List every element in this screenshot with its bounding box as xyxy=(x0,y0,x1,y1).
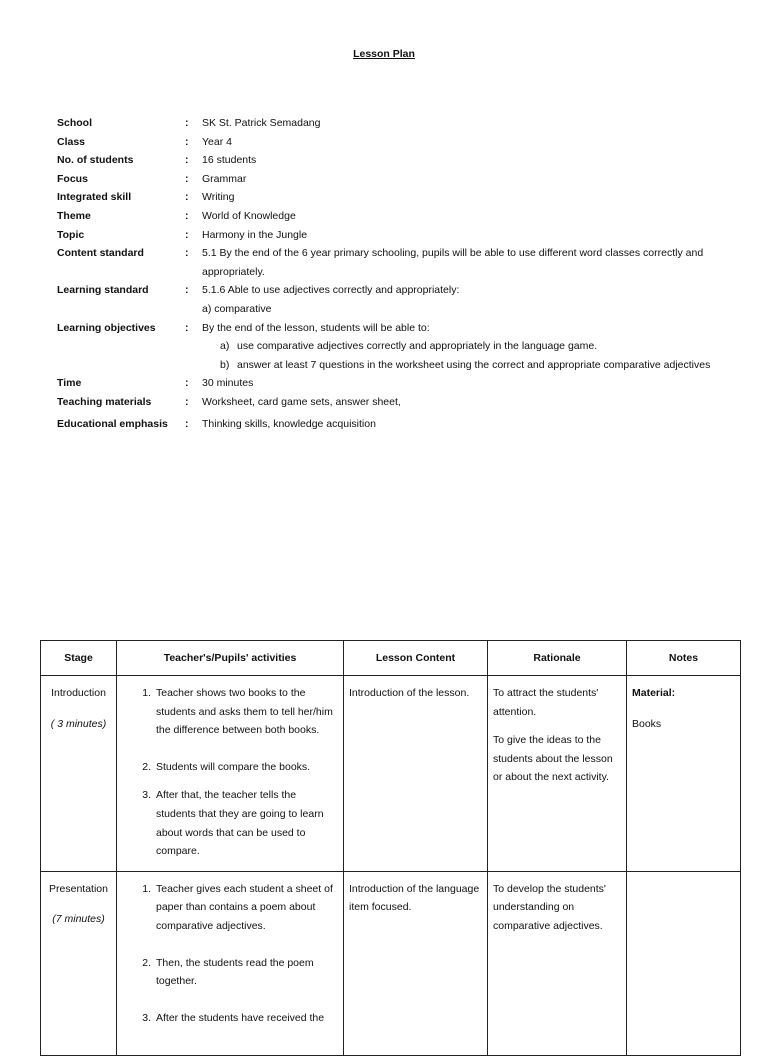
stage-duration: (7 minutes) xyxy=(52,913,105,926)
info-colon: : xyxy=(185,247,189,260)
stage-duration: ( 3 minutes) xyxy=(50,717,107,730)
info-label: No. of students xyxy=(57,154,134,167)
stage-cell xyxy=(41,871,117,1056)
info-colon: : xyxy=(185,117,189,129)
objective-marker: a) xyxy=(220,340,230,353)
activity-number: 3. xyxy=(142,1011,151,1024)
column-header-stage: Stage xyxy=(41,641,117,676)
activity-text: Teacher gives each student a sheet of paper than contains a poem about comparative adjectives. xyxy=(156,882,333,932)
info-label: Educational emphasis xyxy=(57,417,168,430)
info-row-learning-standard xyxy=(57,281,737,318)
info-value: Writing xyxy=(202,191,235,204)
column-header-activities: Teacher's/Pupils' activities xyxy=(117,641,344,676)
notes-cell xyxy=(627,871,741,1056)
info-value: Grammar xyxy=(202,172,247,185)
info-colon: : xyxy=(185,395,189,408)
objective-text: use comparative adjectives correctly and appropriately in the language game. xyxy=(237,340,598,353)
info-label: Topic xyxy=(57,228,85,241)
objective-item xyxy=(220,356,737,375)
info-row-time xyxy=(57,374,737,393)
info-row-topic xyxy=(57,226,737,245)
activity-number: 3. xyxy=(142,789,151,802)
info-row-focus xyxy=(57,170,737,189)
notes-cell xyxy=(627,676,741,872)
content-cell: Introduction of the lesson. xyxy=(344,676,488,872)
activity-number: 2. xyxy=(142,760,151,773)
info-value: 5.1 By the end of the 6 year primary schooling, pupils will be able to use different word classes correctly and appropriately. xyxy=(202,247,704,278)
info-label: Integrated skill xyxy=(57,191,132,204)
page-title: Lesson Plan xyxy=(353,48,415,60)
activity-item xyxy=(122,786,338,860)
stage-cell xyxy=(41,676,117,872)
activity-item xyxy=(122,954,338,991)
info-row-content-standard xyxy=(57,244,737,281)
activity-item xyxy=(122,880,338,936)
column-header-content: Lesson Content xyxy=(344,641,488,676)
activity-item xyxy=(122,684,338,740)
table-row xyxy=(41,676,741,872)
stage-name: Presentation xyxy=(49,882,108,895)
learning-standard-text: 5.1.6 Able to use adjectives correctly and appropriately: xyxy=(202,284,460,297)
info-label: School xyxy=(57,117,93,129)
objective-text: answer at least 7 questions in the worksheet using the correct and appropriate comparative adjectives xyxy=(237,358,711,371)
notes-item: Books xyxy=(632,717,662,730)
rationale-text: To develop the students' understanding on comparative adjectives. xyxy=(493,882,606,932)
activity-item xyxy=(122,1009,338,1028)
info-value: Worksheet, card game sets, answer sheet, xyxy=(202,395,401,408)
learning-standard-extra: a) comparative xyxy=(202,302,272,315)
rationale-cell xyxy=(488,676,627,872)
activity-list xyxy=(122,684,338,861)
objectives-intro: By the end of the lesson, students will be able to: xyxy=(202,321,430,334)
activities-cell xyxy=(117,871,344,1056)
activity-number: 1. xyxy=(142,687,151,699)
info-row-learning-objectives xyxy=(57,319,737,375)
info-value: Thinking skills, knowledge acquisition xyxy=(202,417,376,430)
lesson-info xyxy=(57,114,737,433)
info-row-school xyxy=(57,114,737,133)
info-label: Focus xyxy=(57,172,88,185)
rationale-cell xyxy=(488,871,627,1056)
activity-text: After the students have received the xyxy=(156,1011,325,1024)
info-colon: : xyxy=(185,209,189,222)
content-cell: Introduction of the language item focused. xyxy=(344,871,488,1056)
info-label: Teaching materials xyxy=(57,395,152,408)
info-label: Time xyxy=(57,377,82,390)
info-label: Learning standard xyxy=(57,284,149,297)
table-header-row xyxy=(41,641,741,676)
activities-cell xyxy=(117,676,344,872)
info-label: Class xyxy=(57,135,86,148)
info-colon: : xyxy=(185,191,189,204)
activity-item xyxy=(122,758,338,777)
activity-text: After that, the teacher tells the students that they are going to learn about words that can be used to compare. xyxy=(156,789,324,858)
info-colon: : xyxy=(185,172,189,185)
info-row-students xyxy=(57,151,737,170)
activity-text: Students will compare the books. xyxy=(156,760,311,773)
info-colon: : xyxy=(185,284,189,297)
table-row xyxy=(41,871,741,1056)
objective-item xyxy=(220,337,737,356)
info-row-class xyxy=(57,133,737,152)
info-colon: : xyxy=(185,321,189,334)
lesson-table xyxy=(40,640,741,1056)
rationale-text: To attract the students' attention. xyxy=(493,687,599,718)
rationale-text: To give the ideas to the students about the lesson or about the next activity. xyxy=(493,734,613,784)
activity-text: Teacher shows two books to the students and asks them to tell her/him the difference between both books. xyxy=(156,687,333,737)
info-colon: : xyxy=(185,417,189,430)
info-value: World of Knowledge xyxy=(202,209,296,222)
activity-number: 2. xyxy=(142,956,151,969)
info-row-educational-emphasis xyxy=(57,415,737,434)
info-value: 16 students xyxy=(202,154,257,167)
info-row-integrated-skill xyxy=(57,188,737,207)
info-value: Harmony in the Jungle xyxy=(202,228,308,241)
activity-list xyxy=(122,880,338,1028)
info-value xyxy=(202,281,737,318)
column-header-rationale: Rationale xyxy=(488,641,627,676)
objective-marker: b) xyxy=(220,358,230,371)
info-value: SK St. Patrick Semadang xyxy=(202,117,321,129)
info-value xyxy=(202,319,737,375)
info-colon: : xyxy=(185,228,189,241)
info-row-teaching-materials xyxy=(57,393,737,412)
info-colon: : xyxy=(185,154,189,167)
activity-number: 1. xyxy=(142,882,151,895)
activity-text: Then, the students read the poem together. xyxy=(156,956,314,988)
info-row-theme xyxy=(57,207,737,226)
info-colon: : xyxy=(185,377,189,390)
notes-label: Material: xyxy=(632,687,676,699)
info-colon: : xyxy=(185,135,189,148)
column-header-notes: Notes xyxy=(627,641,741,676)
stage-name: Introduction xyxy=(51,687,106,699)
info-label: Theme xyxy=(57,209,91,222)
info-label: Learning objectives xyxy=(57,321,156,334)
info-label: Content standard xyxy=(57,247,144,260)
info-value: Year 4 xyxy=(202,135,232,148)
info-value: 30 minutes xyxy=(202,377,254,390)
